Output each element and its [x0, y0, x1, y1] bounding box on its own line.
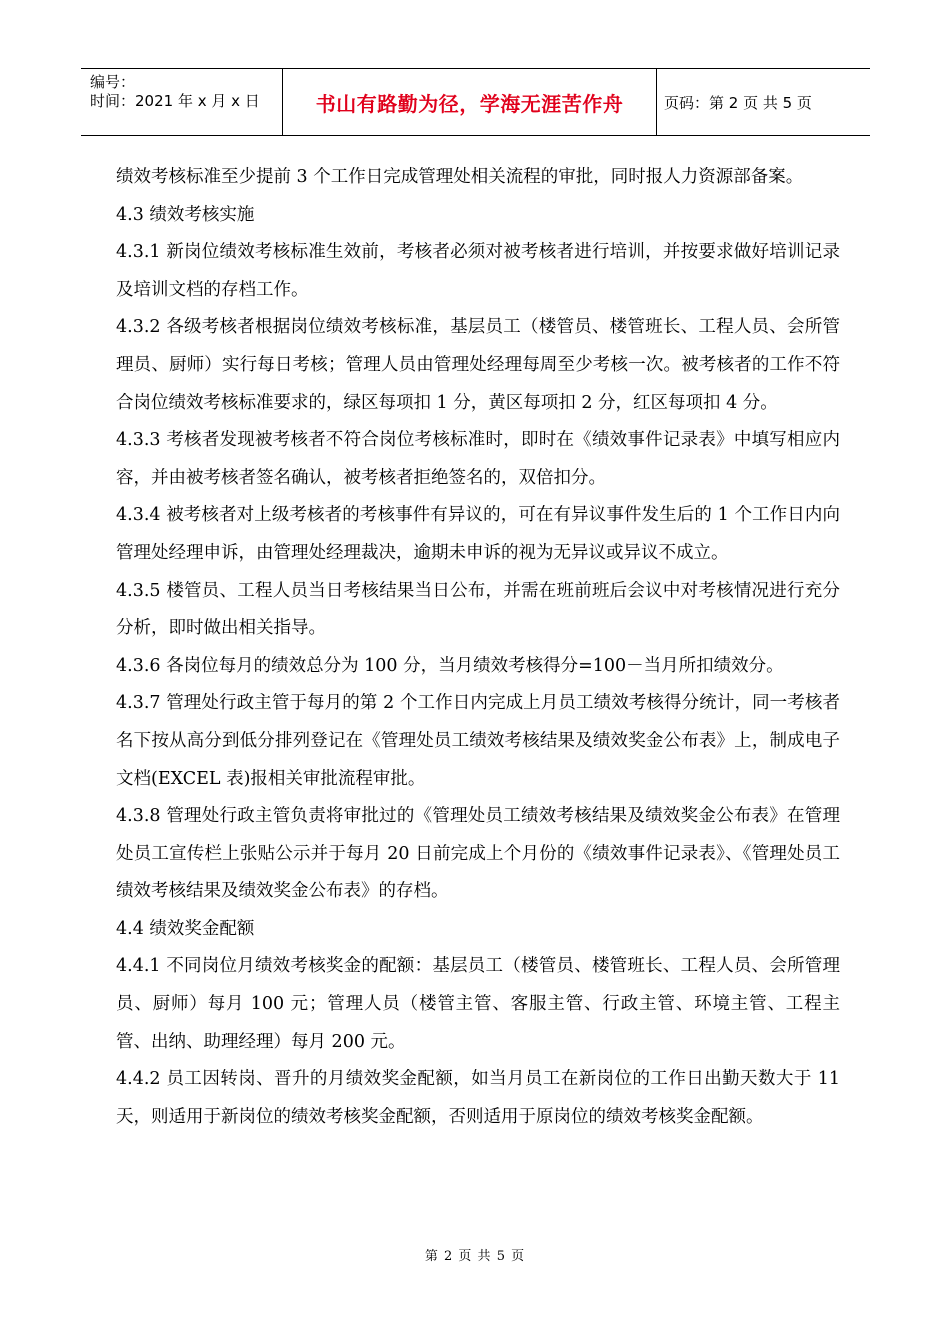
document-date: 时间：2021 年 x 月 x 日	[90, 92, 260, 110]
section-heading: 4.4 绩效奖金配额	[116, 918, 255, 939]
paragraph: 4.3.1 新岗位绩效考核标准生效前，考核者必须对被考核者进行培训，并按要求做好培训记录及培训文档的存档工作。	[116, 242, 840, 300]
paragraph: 4.3.4 被考核者对上级考核者的考核事件有异议的，可在有异议事件发生后的 1 个工作日内向管理处经理申诉，由管理处经理裁决，逾期未申诉的视为无异议或异议不成立。	[116, 505, 840, 563]
document-body	[116, 159, 840, 1136]
document-number-label: 编号：	[90, 73, 136, 91]
page-footer: 第 2 页 共 5 页	[424, 1249, 526, 1264]
page-header	[81, 68, 870, 136]
paragraph: 4.4.1 不同岗位月绩效考核奖金的配额：基层员工（楼管员、楼管班长、工程人员、会所管理员、厨师）每月 100 元；管理人员（楼管主管、客服主管、行政主管、环境主管、工程主管、出纳、助理经理）每月 200 元。	[116, 956, 840, 1052]
paragraph: 4.4.2 员工因转岗、晋升的月绩效奖金配额，如当月员工在新岗位的工作日出勤天数大于 11 天，则适用于新岗位的绩效考核奖金配额，否则适用于原岗位的绩效考核奖金配额。	[116, 1069, 840, 1127]
paragraph: 4.3.8 管理处行政主管负责将审批过的《管理处员工绩效考核结果及绩效奖金公布表》在管理处员工宣传栏上张贴公示并于每月 20 日前完成上个月份的《绩效事件记录表》、《管理处员工绩效考核结果及绩效奖金公布表》的存档。	[116, 806, 840, 902]
header-page-info: 页码：第 2 页 共 5 页	[664, 93, 812, 112]
paragraph: 4.3.2 各级考核者根据岗位绩效考核标准，基层员工（楼管员、楼管班长、工程人员、会所管理员、厨师）实行每日考核；管理人员由管理处经理每周至少考核一次。被考核者的工作不符合岗位绩效考核标准要求的，绿区每项扣 1 分，黄区每项扣 2 分，红区每项扣 4 分。	[116, 317, 840, 413]
section-heading: 4.3 绩效考核实施	[116, 204, 255, 225]
paragraph: 绩效考核标准至少提前 3 个工作日完成管理处相关流程的审批，同时报人力资源部备案。	[116, 167, 804, 187]
header-meta	[81, 69, 283, 135]
paragraph: 4.3.7 管理处行政主管于每月的第 2 个工作日内完成上月员工绩效考核得分统计，同一考核者名下按从高分到低分排列登记在《管理处员工绩效考核结果及绩效奖金公布表》上，制成电子文档(EXCEL 表)报相关审批流程审批。	[116, 693, 840, 789]
paragraph: 4.3.5 楼管员、工程人员当日考核结果当日公布，并需在班前班后会议中对考核情况进行充分分析，即时做出相关指导。	[116, 580, 840, 639]
header-motto: 书山有路勤为径，学海无涯苦作舟	[283, 69, 657, 135]
paragraph: 4.3.6 各岗位每月的绩效总分为 100 分，当月绩效考核得分=100－当月所扣绩效分。	[116, 655, 784, 676]
paragraph: 4.3.3 考核者发现被考核者不符合岗位考核标准时，即时在《绩效事件记录表》中填写相应内容，并由被考核者签名确认，被考核者拒绝签名的，双倍扣分。	[116, 430, 840, 488]
